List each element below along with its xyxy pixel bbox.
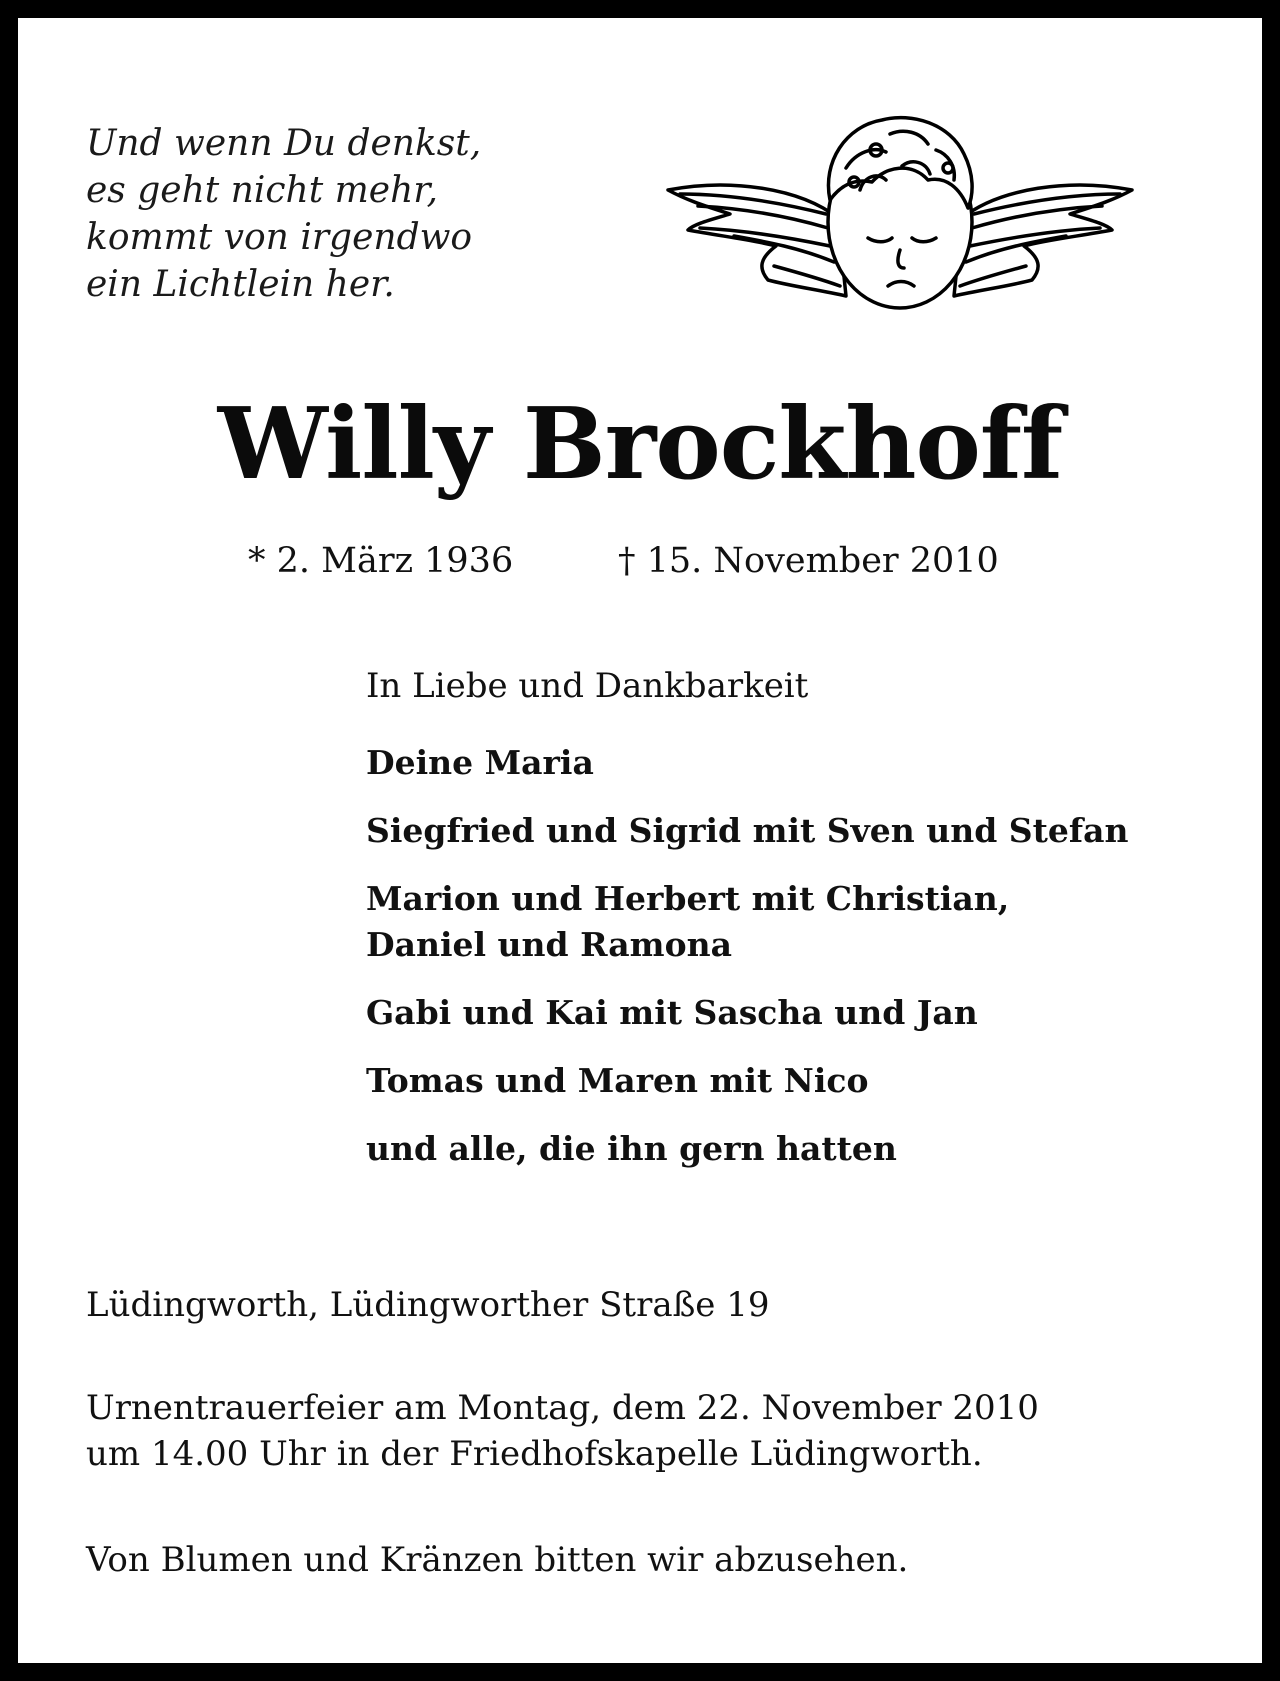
- mourner-entry: [366, 1058, 1128, 1104]
- mourner-line: Deine Maria: [366, 743, 594, 782]
- service-line: um 14.00 Uhr in der Friedhofskapelle Lüdingworth.: [86, 1434, 983, 1474]
- deceased-name: Willy Brockhoff: [217, 387, 1063, 502]
- service-line: Urnentrauerfeier am Montag, dem 22. November 2010: [86, 1388, 1039, 1428]
- address: Lüdingworth, Lüdingworther Straße 19: [86, 1285, 770, 1325]
- mourner-entry: [366, 1126, 1128, 1172]
- mourner-line: und alle, die ihn gern hatten: [366, 1129, 897, 1168]
- death-date: † 15. November 2010: [618, 541, 999, 581]
- motto-line: Und wenn Du denkst,: [86, 123, 482, 164]
- mourners-list: [366, 666, 1128, 1194]
- mourner-line: Gabi und Kai mit Sascha und Jan: [366, 993, 978, 1032]
- mourner-entry: [366, 990, 1128, 1036]
- obituary-notice: [18, 18, 1262, 1663]
- funeral-service-info: [86, 1385, 1039, 1477]
- motto-line: ein Lichtlein her.: [86, 264, 395, 305]
- cherub-angel-icon: [650, 90, 1150, 330]
- mourners-intro: In Liebe und Dankbarkeit: [366, 666, 809, 706]
- flowers-note: Von Blumen und Kränzen bitten wir abzusehen.: [86, 1540, 909, 1580]
- birth-date: * 2. März 1936: [248, 541, 514, 581]
- motto-line: es geht nicht mehr,: [86, 170, 438, 211]
- mourner-entry: [366, 740, 1128, 786]
- mourner-entry: [366, 808, 1128, 854]
- mourner-line: Marion und Herbert mit Christian,: [366, 879, 1010, 918]
- mourner-line: Tomas und Maren mit Nico: [366, 1061, 869, 1100]
- mourner-entry: [366, 876, 1128, 968]
- motto-poem: [86, 120, 481, 308]
- motto-line: kommt von irgendwo: [86, 217, 473, 258]
- mourner-line: Daniel und Ramona: [366, 925, 732, 964]
- mourner-line: Siegfried und Sigrid mit Sven und Stefan: [366, 811, 1129, 850]
